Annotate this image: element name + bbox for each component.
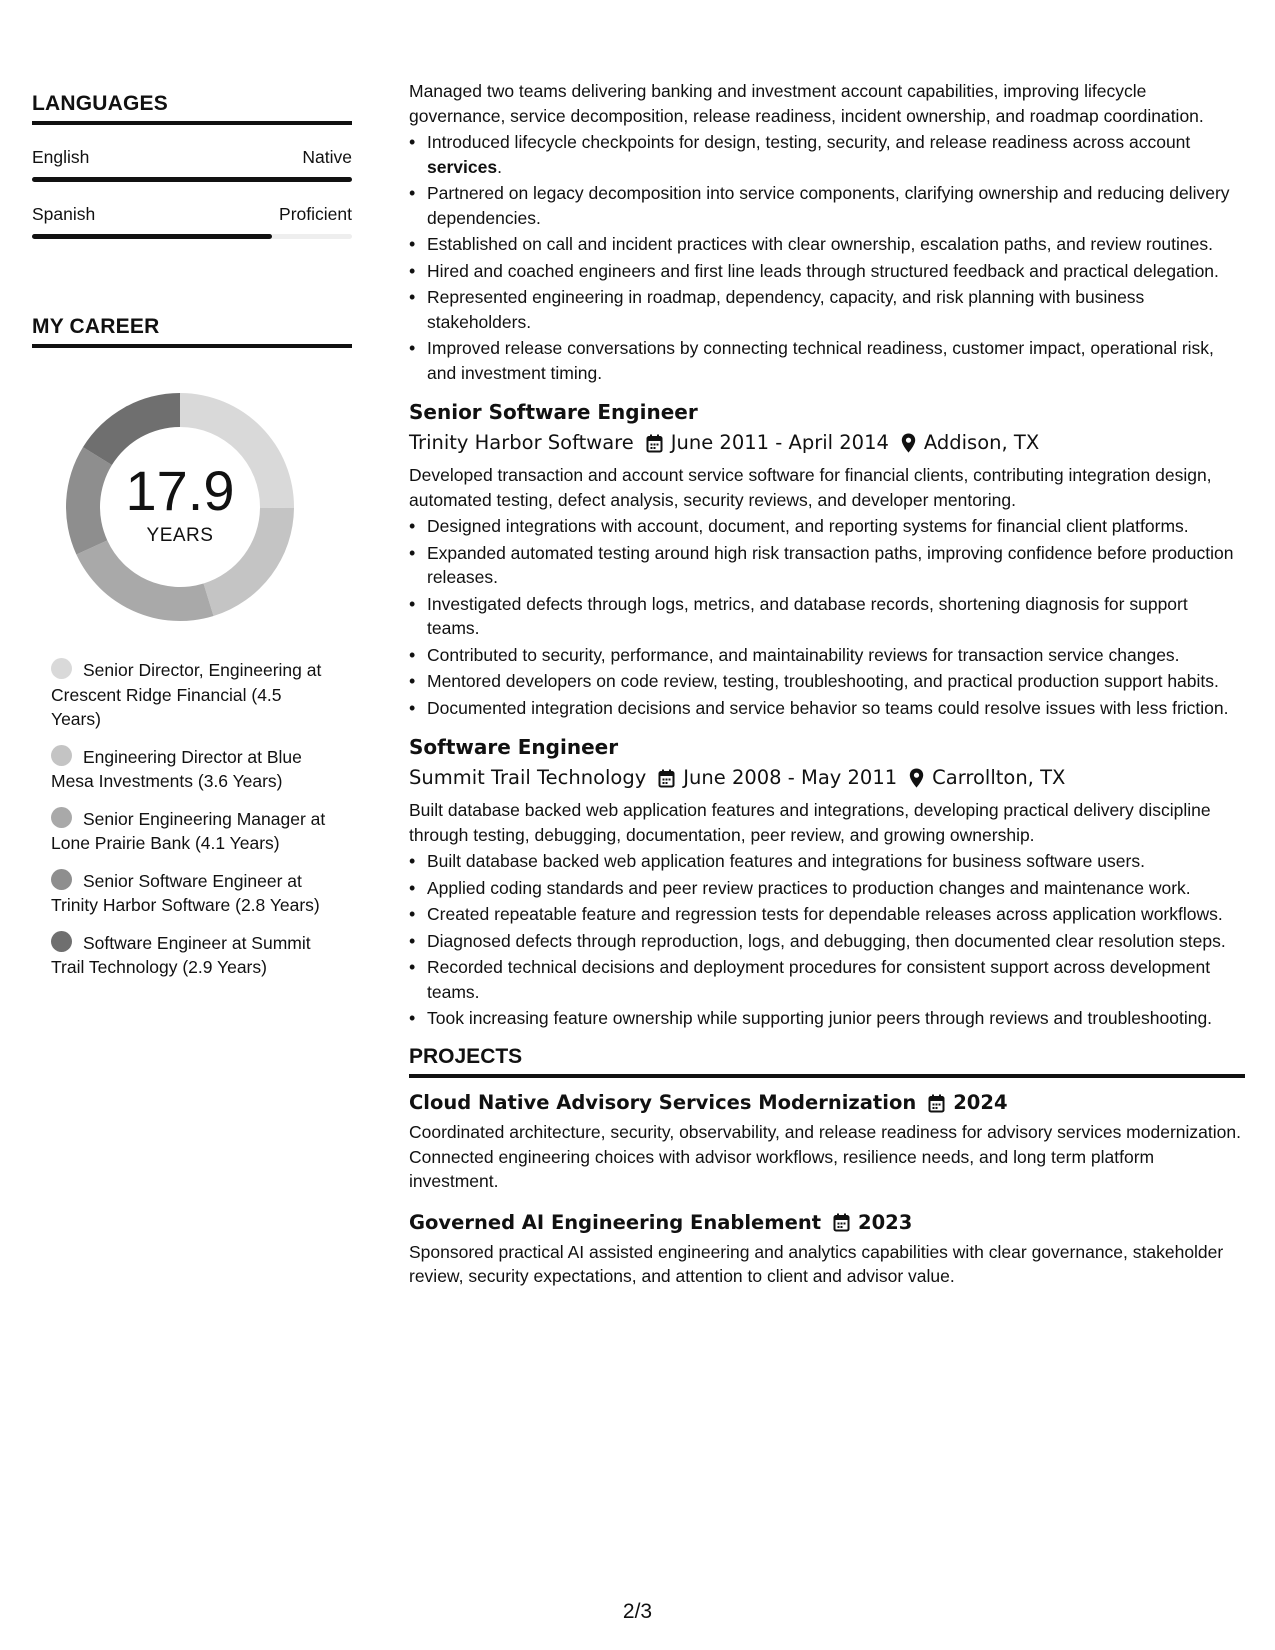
location-pin-icon	[909, 768, 924, 788]
job-company: Trinity Harbor Software	[409, 431, 634, 454]
language-proficiency-bar	[32, 177, 352, 182]
career-total-value: 17.9	[125, 459, 235, 522]
project-title: Cloud Native Advisory Services Modernization	[409, 1091, 917, 1114]
career-donut-chart	[65, 392, 295, 622]
bullet-text: Introduced lifecycle checkpoints for design, testing, security, and release readiness across account	[427, 132, 1191, 152]
donut-center	[65, 392, 295, 622]
job-bullets	[409, 130, 1245, 385]
language-proficiency-fill	[32, 234, 272, 239]
legend-label: Software Engineer at Summit Trail Technology (2.9 Years)	[51, 932, 311, 977]
job-meta	[409, 429, 1245, 457]
job-location: Addison, TX	[923, 431, 1040, 454]
calendar-icon	[658, 769, 675, 788]
job-title: Senior Software Engineer	[409, 400, 698, 424]
legend-dot-icon	[51, 869, 72, 890]
project-description: Sponsored practical AI assisted engineering and analytics capabilities with clear governance, stakeholder review, security expectations, and attention to client and advisor value.	[409, 1241, 1224, 1286]
language-proficiency-fill	[32, 177, 352, 182]
job-bullets	[409, 514, 1245, 720]
job-bullet: • Hired and coached engineers and first line leads through structured feedback and practical delegation.	[409, 259, 1245, 284]
legend-label: Engineering Director at Blue Mesa Investments (3.6 Years)	[51, 746, 302, 791]
job-bullet: • Established on call and incident practices with clear ownership, escalation paths, and review routines.	[409, 232, 1245, 257]
sidebar	[32, 92, 352, 993]
job-bullets	[409, 849, 1245, 1031]
project-year: 2023	[858, 1210, 913, 1234]
job-meta	[409, 764, 1245, 792]
job-bullet: • Investigated defects through logs, metrics, and database records, shortening diagnosis for support teams.	[409, 592, 1245, 641]
language-item	[32, 147, 352, 182]
legend-label: Senior Engineering Manager at Lone Prairie Bank (4.1 Years)	[51, 808, 326, 853]
project-title: Governed AI Engineering Enablement	[409, 1210, 822, 1234]
job-bullet: • Took increasing feature ownership while supporting junior peers through reviews and troubleshooting.	[409, 1006, 1245, 1031]
language-item	[32, 204, 352, 239]
job-bullet: • Improved release conversations by connecting technical readiness, customer impact, operational risk, and investment timing.	[409, 336, 1245, 385]
job-bullet: • Documented integration decisions and service behavior so teams could resolve issues with less friction.	[409, 696, 1245, 721]
job-dates: June 2008 - May 2011	[683, 766, 898, 789]
legend-label: Senior Director, Engineering at Crescent Ridge Financial (4.5 Years)	[51, 660, 322, 729]
job-bullet: • Built database backed web application features and integrations for business software users.	[409, 849, 1245, 874]
projects-heading: PROJECTS	[409, 1045, 1245, 1079]
page-number: 2/3	[622, 1600, 653, 1623]
legend-item	[51, 869, 332, 918]
job-company: Summit Trail Technology	[409, 766, 647, 789]
legend-dot-icon	[51, 931, 72, 952]
job-summary: Built database backed web application features and integrations, developing practical delivery discipline through testing, debugging, documentation, peer review, and growing ownership.	[409, 800, 1211, 845]
project-title-row	[409, 1090, 1245, 1116]
job-bullet	[409, 130, 1245, 179]
job-bullet: • Recorded technical decisions and deployment procedures for consistent support across development teams.	[409, 955, 1245, 1004]
languages-heading: LANGUAGES	[32, 92, 352, 125]
bullet-text-end: .	[497, 156, 502, 177]
job-bullet: • Represented engineering in roadmap, dependency, capacity, and risk planning with business stakeholders.	[409, 285, 1245, 334]
bullet-bold-keyword: services	[427, 156, 498, 177]
legend-dot-icon	[51, 745, 72, 766]
legend-dot-icon	[51, 658, 72, 679]
calendar-icon	[928, 1094, 945, 1113]
legend-label: Senior Software Engineer at Trinity Harbor Software (2.8 Years)	[51, 870, 320, 915]
job-bullet: • Applied coding standards and peer review practices to production changes and maintenance work.	[409, 876, 1245, 901]
language-level: Native	[302, 147, 352, 167]
language-level: Proficient	[279, 204, 352, 224]
job-bullet: • Expanded automated testing around high risk transaction paths, improving confidence before production releases.	[409, 541, 1245, 590]
legend-item	[51, 658, 332, 732]
career-heading: MY CAREER	[32, 315, 352, 348]
legend-item	[51, 931, 332, 980]
calendar-icon	[833, 1213, 850, 1232]
job-bullet: • Mentored developers on code review, testing, troubleshooting, and practical production support habits.	[409, 669, 1245, 694]
job-bullet: • Designed integrations with account, document, and reporting systems for financial client platforms.	[409, 514, 1245, 539]
job-summary: Managed two teams delivering banking and investment account capabilities, improving lifecycle governance, service decomposition, release readiness, incident ownership, and roadmap coordination.	[409, 81, 1204, 126]
job-title: Software Engineer	[409, 735, 619, 759]
job-dates: June 2011 - April 2014	[670, 431, 889, 454]
job-bullet: • Diagnosed defects through reproduction, logs, and debugging, then documented clear resolution steps.	[409, 929, 1245, 954]
language-name: Spanish	[32, 204, 96, 224]
project-title-row	[409, 1210, 1245, 1236]
career-total-unit: YEARS	[146, 525, 214, 546]
job-summary: Developed transaction and account service software for financial clients, contributing integration design, automated testing, defect analysis, security reviews, and developer mentoring.	[409, 465, 1212, 510]
career-legend	[32, 658, 332, 980]
legend-item	[51, 807, 332, 856]
job-bullet: • Created repeatable feature and regression tests for dependable releases across application workflows.	[409, 902, 1245, 927]
legend-dot-icon	[51, 807, 72, 828]
project-description: Coordinated architecture, security, observability, and release readiness for advisory services modernization. Connected engineering choices with advisor workflows, resilience needs, and long term platform investment.	[409, 1122, 1241, 1191]
main-column	[409, 79, 1245, 1289]
project-year: 2024	[953, 1091, 1008, 1114]
legend-item	[51, 745, 332, 794]
job-bullet: • Partnered on legacy decomposition into service components, clarifying ownership and reducing delivery dependencies.	[409, 181, 1245, 230]
language-name: English	[32, 147, 90, 167]
language-proficiency-bar	[32, 234, 352, 239]
job-location: Carrollton, TX	[932, 766, 1066, 789]
job-bullet: • Contributed to security, performance, and maintainability reviews for transaction service changes.	[409, 643, 1245, 668]
calendar-icon	[646, 434, 663, 453]
location-pin-icon	[901, 433, 916, 453]
